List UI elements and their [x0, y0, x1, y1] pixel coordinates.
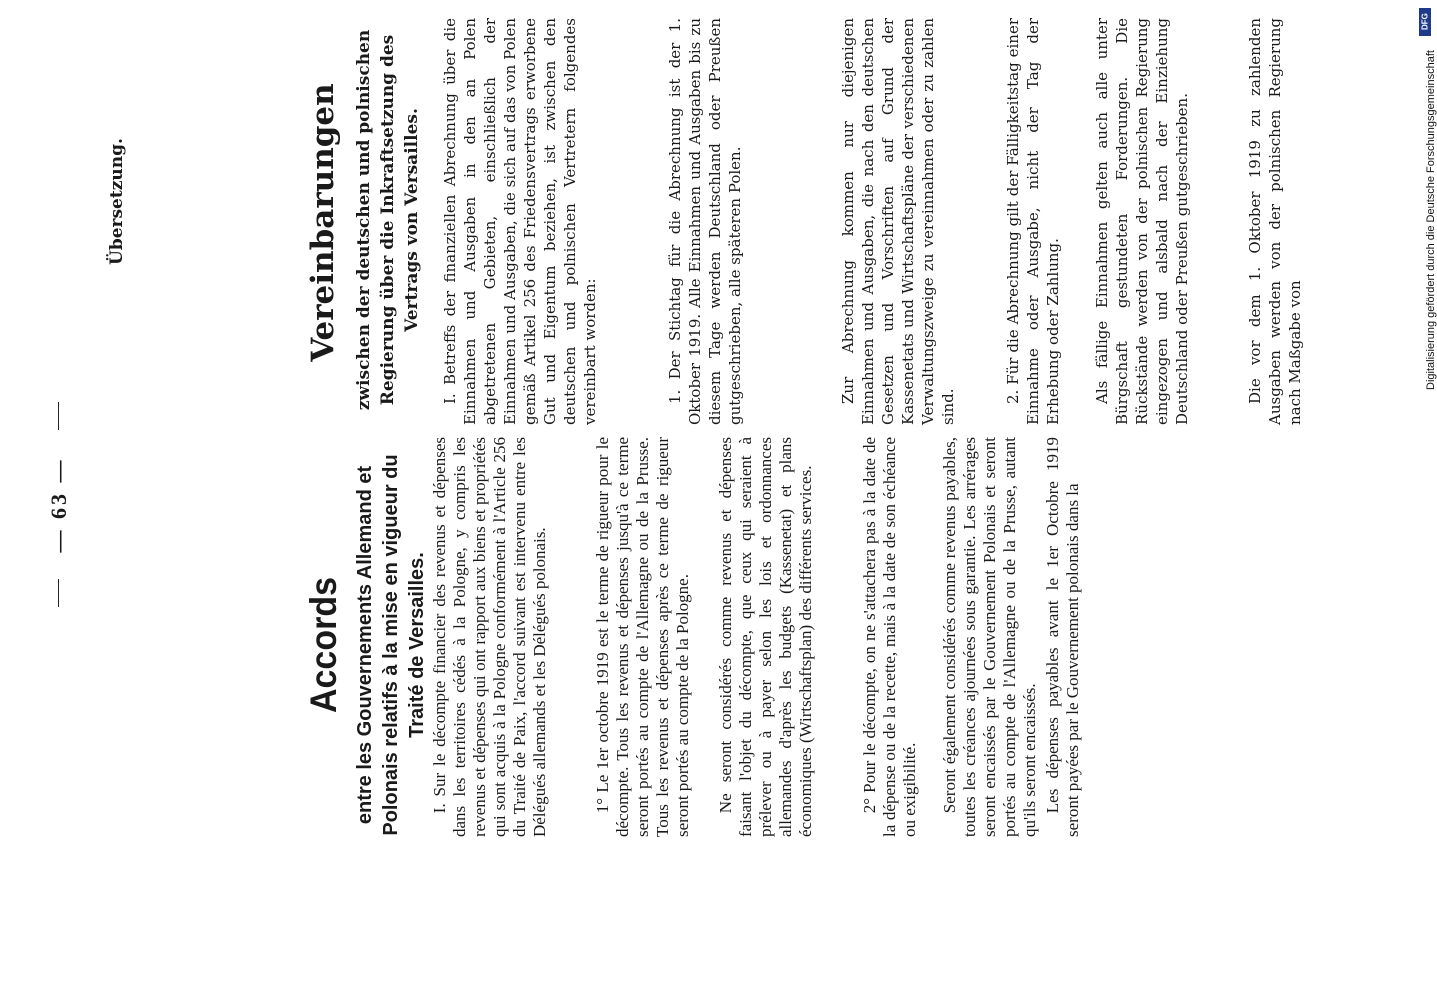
page-number: — 63 — — [46, 457, 71, 553]
german-title: Vereinbarungen — [305, 83, 341, 362]
translation-label: Übersetzung. — [107, 138, 127, 265]
german-paragraph-text: I. Betreffs der finanziellen Abrechnung über die Einnahmen und Ausgaben in den an Polen abgetretenen Gebieten, einschließlich der Einnahmen und Ausgaben, die sich auf das von Polen gemäß Artikel 256 des Friedensvertrags erworbene Gut und Eigentum beziehen, ist zwischen den deutschen und polnischen Vertretern folgendes vereinbart worden: — [441, 18, 599, 425]
digitization-credit: Digitalisierung gefördert durch die Deutsche Forschungsgemeinschaft — [1425, 50, 1437, 390]
french-paragraph-text: Seront également considérés comme revenus payables, toutes les créances ajournées sous garantie. Les arrérages seront encaissés par le Gouvernement Polonais et seront portés au compte de l'Allemagne ou de la Prusse, autant qu'ils seront encaissés. — [940, 437, 1039, 837]
french-subtitle: entre les Gouvernements Allemand et Polonais relatifs à la mise en vigueur du Traité de Versailles. — [354, 454, 428, 836]
german-paragraph — [1245, 18, 1305, 425]
french-paragraph-text: Les dépenses payables avant le 1er Octobre 1919 seront payées par le Gouvernement polonais dans la — [1043, 437, 1082, 837]
french-paragraph — [593, 437, 693, 837]
french-title: Accords — [303, 576, 345, 714]
french-paragraph — [716, 437, 816, 837]
dfg-logo: DFG — [1419, 8, 1431, 36]
german-paragraph — [440, 18, 600, 425]
german-paragraph — [665, 18, 745, 425]
german-paragraph-text: Zur Abrechnung kommen nur diejenigen Einnahmen und Ausgaben, die nach den deutschen Gesetzen und Vorschriften auf Grund der Kassenetats und Wirtschaftspläne der verschiedenen Verwaltungszweige zu vereinnahmen oder zu zahlen sind. — [839, 18, 957, 425]
german-paragraph-text: Die vor dem 1. Oktober 1919 zu zahlenden Ausgaben werden von der polnischen Regierung nach Maßgabe von — [1246, 18, 1304, 425]
german-paragraph-text: Als fällige Einnahmen gelten auch alle unter Bürgschaft gestundeten Forderungen. Die Rückstände werden von der polnischen Regierung eingezogen und alsbald nach der Einziehung Deutschland oder Preußen gutgeschrieben. — [1093, 18, 1191, 425]
french-paragraph-text: Ne seront considérés comme revenus et dépenses faisant l'objet du décompte, que ceux qui seraient à prélever ou à payer selon les lois et ordonnances allemandes d'après les budgets (Kassenetat) et plans économiques (Wirtschaftsplan) des différents services. — [716, 437, 815, 837]
german-paragraph — [1003, 18, 1063, 425]
french-paragraph — [940, 437, 1040, 837]
german-paragraph — [838, 18, 958, 425]
german-subtitle: zwischen der deutschen und polnischen Regierung über die Inkraftsetzung des Vertrags von Versailles. — [354, 29, 422, 411]
french-paragraph — [860, 437, 920, 837]
french-paragraph — [430, 437, 550, 837]
german-paragraph-text: 1. Der Stichtag für die Abrechnung ist der 1. Oktober 1919. Alle Einnahmen und Ausgaben bis zu diesem Tage werden Deutschland oder Preußen gutgeschrieben, alle späteren Polen. — [666, 18, 744, 425]
french-paragraph — [1043, 437, 1083, 837]
french-paragraph-text: I. Sur le décompte financier des revenus et dépenses dans les territoires cédés à la Pologne, y compris les revenus et dépenses qui ont rapport aux biens et propriétés qui sont acquis à la Pologne conformément à l'Article 256 du Traité de Paix, l'accord suivant est intervenu entre les Délégués allemands et les Délégués polonais. — [430, 437, 549, 837]
french-paragraph-text: 2° Pour le décompte, on ne s'attachera pas à la date de la dépense ou de la recette, mais à la date de son échéance ou exigibilité. — [860, 437, 919, 837]
french-paragraph-text: 1° Le 1er octobre 1919 est le terme de rigueur pour le décompte. Tous les revenus et dépenses jusqu'à ce terme seront portés au compte de l'Allemagne ou de la Prusse. Tous les revenus et dépenses après ce terme de rigueur seront portés au compte de la Pologne. — [593, 437, 692, 837]
page-number-dash-right — [58, 402, 59, 430]
german-paragraph — [1092, 18, 1192, 425]
german-paragraph-text: 2. Für die Abrechnung gilt der Fälligkeitstag einer Einnahme oder Ausgabe, nicht der Tag der Erhebung oder Zahlung. — [1004, 18, 1062, 425]
